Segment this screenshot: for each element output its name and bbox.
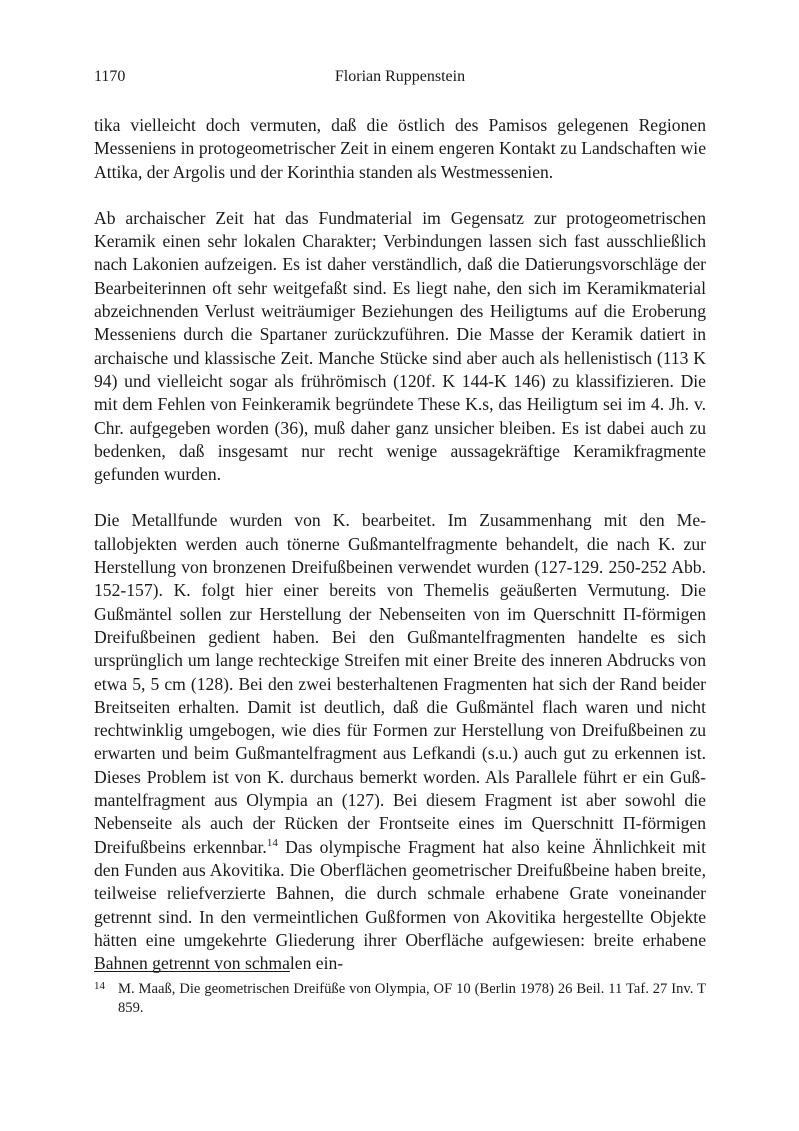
- paragraph-3: [94, 509, 706, 975]
- footnote-reference[interactable]: 14: [266, 836, 278, 849]
- body-text: [94, 114, 706, 975]
- running-head: [94, 66, 706, 88]
- footnote-rule: [94, 971, 290, 972]
- paragraph-2: Ab archaischer Zeit hat das Fundmaterial im Gegensatz zur protogeometrischen Keramik einen sehr lokalen Charakter; Verbindungen lassen sich fast ausschließlich nach Lakonien aufzeigen. Es ist daher verständlich, daß die Datierungsvorschläge der Bearbeiterinnen oft sehr weitgefaßt sind. Es liegt nahe, den sich im Keramikmaterial abzeichnenden Verlust weiträumiger Beziehungen des Heiligtums auf die Eroberung Messeniens durch die Spartaner zurückzuführen. Die Masse der Keramik datiert in archaische und klassische Zeit. Manche Stücke sind aber auch als hellenistisch (113 K 94) und vielleicht sogar als frührömisch (120f. K 144-K 146) zu klassifizieren. Die mit dem Fehlen von Feinkeramik begründete These K.s, das Heiligtum sei im 4. Jh. v. Chr. aufgegeben worden (36), muß daher ganz unsicher bleiben. Es ist dabei auch zu bedenken, daß insgesamt nur recht wenige aussagekräftige Keramikfragmente gefunden wurden.: [94, 207, 706, 485]
- running-title: Florian Ruppenstein: [334, 68, 466, 85]
- footnote-number: 14: [94, 980, 105, 992]
- page: [94, 66, 706, 998]
- page-number: 1170: [94, 68, 126, 85]
- footnote: [94, 980, 706, 1018]
- paragraph-3-part-2: Das olympische Fragment hat also keine Ähnlichkeit mit den Funden aus Akovitika. Die Oberflächen geometrischer Dreifußbeine haben breite, teilweise reliefverzierte Bahnen, die durch schmale erhabene Grate voneinander getrennt sind. In den vermeintlichen Gußformen von Akovitika hergestellte Objekte hätten eine umgekehrte Gliederung ihrer Oberfläche aufgewiesen: breite erhabene Bahnen getrennt von schmalen ein-: [94, 836, 706, 974]
- footnote-text: M. Maaß, Die geometrischen Dreifüße von Olympia, OF 10 (Berlin 1978) 26 Beil. 11 Taf. 27 Inv. T 859.: [118, 981, 706, 1016]
- paragraph-1: tika vielleicht doch vermuten, daß die östlich des Pamisos gelegenen Regionen Messeniens in protogeometrischer Zeit in einem engeren Kontakt zu Landschaften wie Attika, der Argolis und der Korinthia standen als Westmessenien.: [94, 115, 706, 182]
- paragraph-3-part-1: Die Metallfunde wurden von K. bearbeitet. Im Zusammenhang mit den Metallobjekten werden auch tönerne Gußmantelfragmente behandelt, die nach K. zur Herstellung von bronzenen Dreifußbeinen verwendet wurden (127-129. 250-252 Abb. 152-157). K. folgt hier einer bereits von Themelis geäußerten Vermutung. Die Gußmäntel sollen zur Herstellung der Nebenseiten von im Querschnitt Π-förmigen Dreifußbeinen gedient haben. Bei den Gußmantelfragmenten handelte es sich ursprünglich um lange rechteckige Streifen mit einer Breite des inneren Abdrucks von etwa 5, 5 cm (128). Bei den zwei besterhaltenen Fragmenten hat sich der Rand beider Breitseiten erhalten. Damit ist deutlich, daß die Gußmäntel flach waren und nicht rechtwinklig umgebogen, wie dies für Formen zur Herstellung von Dreifußbeinen zu erwarten und beim Gußmantelfragment aus Lefkandi (s.u.) auch gut zu erkennen ist. Dieses Problem ist von K. durchaus bemerkt worden. Als Parallele führt er ein Gußmantelfragment aus Olympia an (127). Bei diesem Fragment ist aber sowohl die Nebenseite als auch der Rücken der Frontseite eines im Querschnitt Π-förmigen Dreifußbeins erkennbar.: [94, 510, 706, 857]
